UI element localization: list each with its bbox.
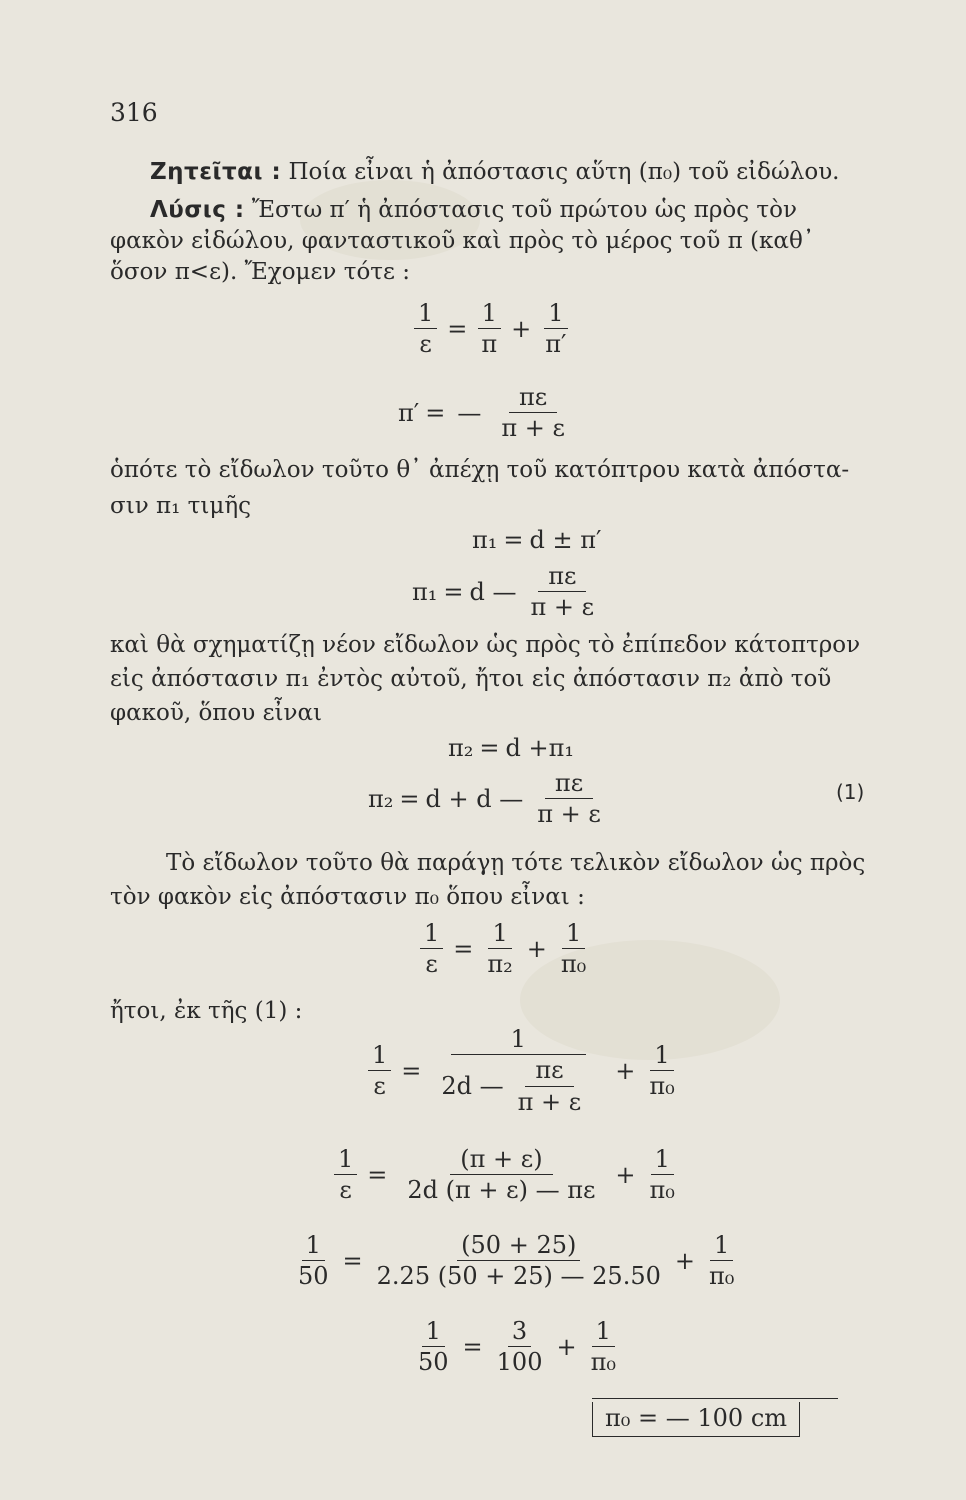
num: 1 — [414, 300, 437, 329]
num: 1 — [420, 920, 443, 949]
line-10: Τὸ εἴδωλον τοῦτο θὰ παράγῃ τότε τελικὸν εἴδωλον ὡς πρὸς — [166, 850, 866, 876]
num: (π + ε) — [450, 1146, 552, 1175]
op-plus: + — [674, 1246, 695, 1275]
rhs-part: d — — [469, 577, 517, 606]
num: 1 — [562, 920, 585, 949]
num: 1 — [302, 1232, 325, 1261]
num: 1 — [368, 1042, 391, 1071]
result-box-topline — [592, 1398, 838, 1399]
frac — [541, 300, 570, 358]
rhs: d ± π′ — [529, 526, 602, 554]
num: 1 — [650, 1042, 673, 1071]
den: π₀ — [649, 1072, 675, 1101]
op-equals: = — [503, 526, 524, 554]
frac — [493, 1318, 547, 1376]
den: π + ε — [501, 414, 565, 443]
eq-step-2 — [330, 1146, 683, 1204]
eq-pi-prime — [398, 384, 579, 442]
num: 1 — [592, 1318, 615, 1347]
result-text: π₀ = — 100 cm — [605, 1404, 788, 1432]
eq-step-3 — [290, 1232, 742, 1290]
eq-pi1-a — [472, 526, 601, 554]
den: 2.25 (50 + 25) — 25.50 — [376, 1262, 661, 1291]
frac — [483, 920, 516, 978]
op-plus: + — [615, 1160, 636, 1189]
den — [431, 1055, 605, 1115]
den: ε — [419, 330, 432, 359]
lhs: π₁ — [412, 577, 438, 606]
num: 1 — [422, 1318, 445, 1347]
zitei-text: Ποία εἶναι ἡ ἀπόστασις αὕτη (π₀) τοῦ εἰδώλου. — [288, 159, 840, 185]
num: πε — [545, 770, 593, 799]
frac — [527, 770, 611, 828]
den: π₀ — [649, 1176, 675, 1205]
line-zitei — [150, 161, 840, 184]
frac — [373, 1232, 665, 1290]
den: π₂ — [487, 950, 513, 979]
line-3: φακὸν εἰδώλου, φανταστικοῦ καὶ πρὸς τὸ μέρος τοῦ π (καθ᾽ — [110, 228, 815, 254]
frac — [646, 1146, 679, 1204]
op-minus: — — [457, 398, 482, 427]
zitei-label: Ζητεῖται : — [150, 159, 282, 185]
den: 50 — [418, 1348, 449, 1377]
op-equals: = — [342, 1246, 363, 1275]
frac-inner — [508, 1057, 592, 1115]
frac — [294, 1232, 333, 1290]
den: π₀ — [560, 950, 587, 979]
line-7: καὶ θὰ σχηματίζῃ νέον εἴδωλον ὡς πρὸς τὸ ἐπίπεδον κάτοπτρον — [110, 632, 861, 658]
den: ε — [373, 1072, 386, 1101]
frac — [491, 384, 575, 442]
den: ε — [339, 1176, 352, 1205]
rhs-part: d + d — — [425, 784, 524, 813]
num: 1 — [710, 1232, 733, 1261]
den: 100 — [496, 1348, 543, 1377]
num: 1 — [451, 1026, 586, 1055]
eq-lens-1 — [410, 300, 575, 358]
frac — [397, 1146, 605, 1204]
num: πε — [525, 1057, 573, 1086]
lysis-label: Λύσις : — [150, 197, 245, 223]
lhs: π₂ — [368, 784, 394, 813]
frac — [587, 1318, 620, 1376]
op-equals: = — [443, 577, 464, 606]
den: 2d (π + ε) — πε — [407, 1176, 596, 1205]
num: 3 — [508, 1318, 531, 1347]
lhs: π₁ — [472, 526, 498, 554]
op-plus: + — [526, 934, 547, 963]
line-9: φακοῦ, ὅπου εἶναι — [110, 700, 323, 726]
den: π + ε — [537, 800, 601, 829]
den: π + ε — [530, 593, 595, 622]
op-equals: = — [447, 314, 468, 343]
den: π + ε — [517, 1087, 582, 1116]
num: (50 + 25) — [457, 1232, 580, 1261]
den: π₀ — [590, 1348, 616, 1377]
line-6: σιν π₁ τιμῆς — [110, 493, 252, 519]
num: 1 — [488, 920, 511, 949]
rhs-part: d + — [505, 734, 549, 762]
frac — [368, 1042, 391, 1100]
line-8: εἰς ἀπόστασιν π₁ ἐντὸς αὐτοῦ, ἤτοι εἰς ἀπόστασιν π₂ ἀπὸ τοῦ — [110, 666, 832, 692]
eq-pi1-b — [412, 563, 608, 621]
frac — [420, 920, 443, 978]
op-equals: = — [425, 398, 446, 427]
num: πε — [509, 384, 557, 413]
op-equals: = — [399, 784, 420, 813]
frac — [477, 300, 501, 358]
frac — [414, 300, 437, 358]
eq-step-1 — [364, 1026, 683, 1115]
lysis-text: Ἔστω π′ ἡ ἀπόστασις τοῦ πρώτου ὡς πρὸς τὸν — [251, 197, 797, 223]
frac — [521, 563, 605, 621]
den: 50 — [298, 1262, 329, 1291]
num: πε — [538, 563, 586, 592]
num: 1 — [544, 300, 567, 329]
den: π₀ — [708, 1262, 735, 1291]
op-equals: = — [462, 1332, 483, 1361]
lhs: π₂ — [448, 734, 474, 762]
frac — [557, 920, 590, 978]
op-equals: = — [401, 1056, 422, 1085]
line-5: ὁπότε τὸ εἴδωλον τοῦτο θ᾽ ἀπέχῃ τοῦ κατόπτρου κατὰ ἀπόστα- — [110, 457, 850, 483]
den: π′ — [545, 330, 567, 359]
op-plus: + — [615, 1056, 636, 1085]
num: 1 — [334, 1146, 357, 1175]
frac — [705, 1232, 738, 1290]
line-11: τὸν φακὸν εἰς ἀπόστασιν π₀ ὅπου εἶναι : — [110, 884, 585, 910]
line-12: ἤτοι, ἐκ τῆς (1) : — [110, 998, 303, 1024]
frac — [414, 1318, 453, 1376]
op-equals: = — [367, 1160, 388, 1189]
op-equals: = — [453, 934, 474, 963]
final-result — [592, 1402, 800, 1437]
eq-pi2-a — [448, 734, 574, 762]
op-equals: = — [479, 734, 500, 762]
eq-pi2-b — [368, 770, 615, 828]
den: π — [481, 330, 498, 359]
lhs: π′ — [398, 398, 420, 427]
frac — [334, 1146, 357, 1204]
op-plus: + — [556, 1332, 577, 1361]
op-plus: + — [511, 314, 532, 343]
num: 1 — [651, 1146, 674, 1175]
den: ε — [425, 950, 438, 979]
page-number: 316 — [110, 98, 158, 127]
frac-compound — [431, 1026, 605, 1115]
eq-step-4 — [410, 1318, 624, 1376]
num: 1 — [478, 300, 501, 329]
frac — [645, 1042, 678, 1100]
line-4: ὅσον π<ε). Ἔχομεν τότε : — [110, 259, 410, 285]
rhs-part: π₁ — [548, 734, 575, 762]
equation-number: (1) — [836, 780, 865, 804]
den-part: 2d — — [441, 1072, 504, 1101]
line-lysis — [150, 199, 797, 222]
eq-lens-2 — [416, 920, 594, 978]
